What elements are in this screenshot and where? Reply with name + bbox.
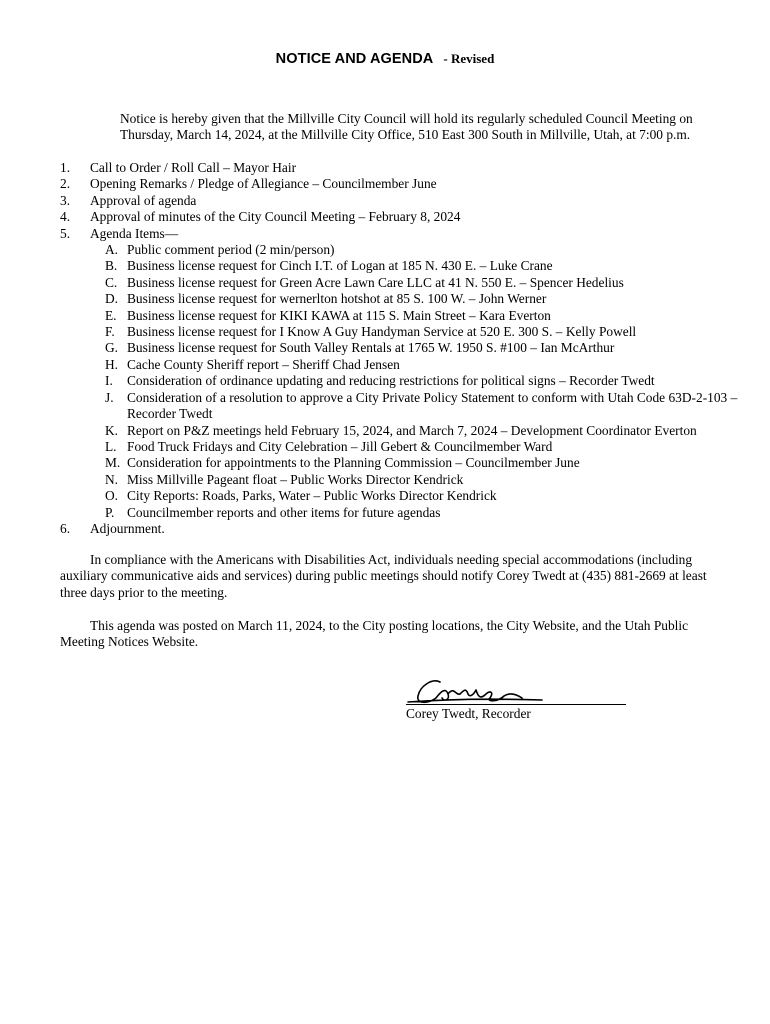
posting-notice <box>60 618 720 651</box>
agenda-sub-item: N. Miss Millville Pageant float – Public Works Director Kendrick <box>105 471 464 487</box>
agenda-sub-item: B. Business license request for Cinch I.T. of Logan at 185 N. 430 E. – Luke Crane <box>105 258 553 274</box>
ada-text: In compliance with the Americans with Disabilities Act, individuals needing special accommodations (including auxiliary communicative aids and services) during public meetings should notify Corey Twedt at (435) 881-2669 at least three days prior to the meeting. <box>60 552 707 600</box>
agenda-sub-item: J. Consideration of a resolution to approve a City Private Policy Statement to conform with Utah Code 63D-2-103 – Recorder Twedt <box>105 389 738 422</box>
agenda-item: 6. Adjournment. <box>60 520 165 536</box>
agenda-sub-item: E. Business license request for KIKI KAWA at 115 S. Main Street – Kara Everton <box>105 307 551 323</box>
revised-label: - Revised <box>443 51 495 66</box>
agenda-sub-item: I. Consideration of ordinance updating and reducing restrictions for political signs – Recorder Twedt <box>105 373 655 389</box>
agenda-sub-item: M. Consideration for appointments to the Planning Commission – Councilmember June <box>105 455 580 471</box>
document-title <box>0 50 770 68</box>
agenda-sub-item: D. Business license request for wernerlton hotshot at 85 S. 100 W. – John Werner <box>105 291 547 307</box>
agenda-sub-item: C. Business license request for Green Acre Lawn Care LLC at 41 N. 550 E. – Spencer Hedelius <box>105 274 624 290</box>
notice-text: Notice is hereby given that the Millville City Council will hold its regularly scheduled Council Meeting on Thursday, March 14, 2024, at the Millville City Office, 510 East 300 South in Millville, Utah, at 7:00 p.m. <box>120 111 693 143</box>
agenda-item: 3. Approval of agenda <box>60 192 197 208</box>
signer-name: Corey Twedt, Recorder <box>406 706 531 721</box>
agenda-list <box>60 160 740 537</box>
signature-block <box>406 672 626 722</box>
agenda-sub-item: A. Public comment period (2 min/person) <box>105 242 335 258</box>
agenda-sub-item: L. Food Truck Fridays and City Celebration – Jill Gebert & Councilmember Ward <box>105 438 553 454</box>
agenda-item: 4. Approval of minutes of the City Council Meeting – February 8, 2024 <box>60 209 461 225</box>
signature-line <box>406 704 626 705</box>
agenda-sub-item: O. City Reports: Roads, Parks, Water – Public Works Director Kendrick <box>105 488 497 504</box>
ada-notice <box>60 552 720 601</box>
agenda-sub-item: P. Councilmember reports and other items for future agendas <box>105 504 441 520</box>
agenda-sub-item: F. Business license request for I Know A Guy Handyman Service at 520 E. 300 S. – Kelly Powell <box>105 324 637 340</box>
agenda-sub-item: K. Report on P&Z meetings held February 15, 2024, and March 7, 2024 – Development Coordinator Everton <box>105 422 697 438</box>
agenda-item: 2. Opening Remarks / Pledge of Allegiance – Councilmember June <box>60 176 437 192</box>
meeting-notice <box>60 111 720 144</box>
agenda-item: 1. Call to Order / Roll Call – Mayor Hair <box>60 160 297 175</box>
title-text: NOTICE AND AGENDA <box>275 51 434 67</box>
agenda-sub-item: G. Business license request for South Valley Rentals at 1765 W. 1950 S. #100 – Ian McArthur <box>105 340 615 356</box>
agenda-sub-list <box>105 242 740 521</box>
posting-text: This agenda was posted on March 11, 2024, to the City posting locations, the City Website, and the Utah Public Meeting Notices Website. <box>60 618 689 650</box>
agenda-sub-item: H. Cache County Sheriff report – Sheriff Chad Jensen <box>105 356 400 372</box>
agenda-item: 5. Agenda Items— <box>60 225 179 241</box>
